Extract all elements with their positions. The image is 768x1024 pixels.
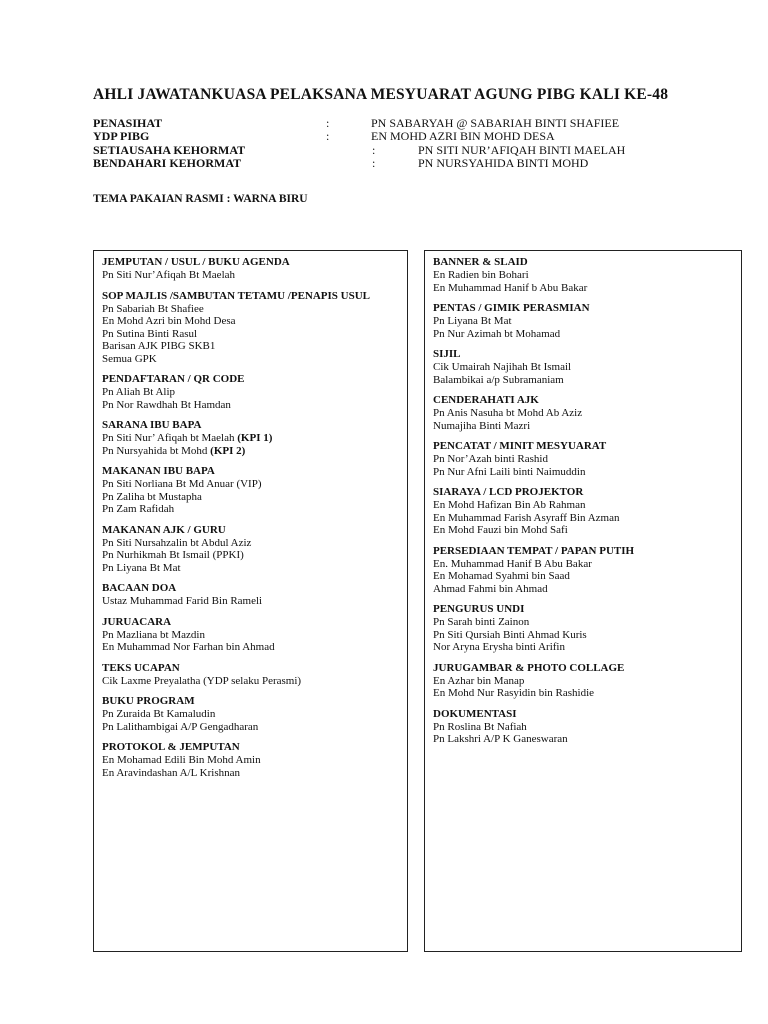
section-title: SIARAYA / LCD PROJEKTOR <box>433 486 584 498</box>
member-row <box>102 491 401 504</box>
committee-section <box>102 662 401 688</box>
member-name: Pn Nursyahida bt Mohd <box>102 444 211 457</box>
section-title: MAKANAN IBU BAPA <box>102 465 215 477</box>
member-name: Balambikai a/p Subramaniam <box>433 373 564 386</box>
member-name: Pn Nur Azimah bt Mohamad <box>433 327 561 340</box>
member-name: Pn Lalithambigai A/P Gengadharan <box>102 720 259 733</box>
member-row <box>433 361 735 374</box>
section-title: SARANA IBU BAPA <box>102 419 202 431</box>
committee-section <box>433 440 735 478</box>
officer-role: BENDAHARI KEHORMAT <box>93 155 242 170</box>
member-row <box>102 767 401 780</box>
member-name: Nor Aryna Erysha binti Arifin <box>433 641 565 653</box>
committee-section <box>102 419 401 457</box>
member-row <box>102 340 401 353</box>
section-title: JEMPUTAN / USUL / BUKU AGENDA <box>102 256 290 268</box>
member-row <box>433 629 735 642</box>
member-name: En Azhar bin Manap <box>433 674 525 687</box>
member-row <box>433 499 735 512</box>
kpi-label: (KPI 1) <box>237 432 273 444</box>
officer-colon: : <box>372 142 376 157</box>
officer-name: PN SITI NUR’AFIQAH BINTI MAELAH <box>418 142 626 157</box>
officer-row <box>0 116 768 129</box>
member-row <box>433 675 735 688</box>
officer-colon: : <box>372 155 376 170</box>
member-row <box>433 641 735 654</box>
member-name: Pn Siti Qursiah Binti Ahmad Kuris <box>433 628 587 641</box>
member-name: En Mohamad Syahmi bin Saad <box>433 570 570 582</box>
section-title: SOP MAJLIS /SAMBUTAN TETAMU /PENAPIS USUL <box>102 289 371 302</box>
member-row <box>433 558 735 571</box>
member-name: Pn Liyana Bt Mat <box>102 561 181 574</box>
section-title: PERSEDIAAN TEMPAT / PAPAN PUTIH <box>433 544 635 557</box>
member-name: En Mohamad Edili Bin Mohd Amin <box>102 754 261 766</box>
member-row <box>102 562 401 575</box>
member-name: En Muhammad Farish Asyraff Bin Azman <box>433 511 620 524</box>
member-row <box>102 708 401 721</box>
section-title: PENCATAT / MINIT MESYUARAT <box>433 440 607 452</box>
member-row <box>433 282 735 295</box>
member-name: Pn Siti Nursahzalin bt Abdul Aziz <box>102 536 252 549</box>
right-committee-box <box>424 250 742 952</box>
member-name: En Muhammad Hanif b Abu Bakar <box>433 281 588 294</box>
member-row <box>433 420 735 433</box>
member-row <box>102 303 401 316</box>
committee-section <box>102 290 401 366</box>
committee-section <box>102 465 401 516</box>
member-name: En Mohd Hafizan Bin Ab Rahman <box>433 499 586 511</box>
committee-section <box>433 348 735 386</box>
member-row <box>102 675 401 688</box>
member-name: En Muhammad Nor Farhan bin Ahmad <box>102 641 275 653</box>
member-name: Pn Sarah binti Zainon <box>433 616 530 628</box>
member-name: Pn Nor Rawdhah Bt Hamdan <box>102 398 231 411</box>
member-row <box>433 315 735 328</box>
member-row <box>102 595 401 608</box>
member-row <box>102 386 401 399</box>
member-row <box>102 315 401 328</box>
officer-role: PENASIHAT <box>93 116 163 130</box>
member-name: Cik Umairah Najihah Bt Ismail <box>433 361 572 373</box>
committee-section <box>433 603 735 654</box>
officer-colon: : <box>326 129 330 144</box>
member-name: Pn Nor’Azah binti Rashid <box>433 453 548 465</box>
committee-section <box>433 662 735 700</box>
member-name: Ahmad Fahmi bin Ahmad <box>433 582 548 595</box>
section-title: JURUGAMBAR & PHOTO COLLAGE <box>433 661 625 674</box>
committee-section <box>102 695 401 733</box>
section-title: MAKANAN AJK / GURU <box>102 523 226 536</box>
member-row <box>433 466 735 479</box>
member-name: Pn Sabariah Bt Shafiee <box>102 302 204 315</box>
member-name: Pn Nur Afni Laili binti Naimuddin <box>433 465 586 478</box>
officer-name: EN MOHD AZRI BIN MOHD DESA <box>371 129 555 144</box>
member-name: Pn Liyana Bt Mat <box>433 315 512 327</box>
member-row <box>433 733 735 746</box>
member-name: En Mohd Azri bin Mohd Desa <box>102 315 236 327</box>
kpi-label: (KPI 2) <box>210 444 246 457</box>
member-row <box>102 754 401 767</box>
member-row <box>102 478 401 491</box>
member-row <box>433 583 735 596</box>
member-row <box>102 445 401 458</box>
member-name: En Mohd Nur Rasyidin bin Rashidie <box>433 687 595 699</box>
member-row <box>433 328 735 341</box>
member-name: Pn Aliah Bt Alip <box>102 386 176 398</box>
member-row <box>433 512 735 525</box>
officer-row <box>0 156 768 169</box>
member-row <box>102 549 401 562</box>
section-title: PENGURUS UNDI <box>433 603 525 615</box>
committee-section <box>433 394 735 432</box>
member-row <box>433 570 735 583</box>
member-row <box>102 269 401 282</box>
member-name: Pn Lakshri A/P K Ganeswaran <box>433 733 568 745</box>
member-row <box>102 721 401 734</box>
member-row <box>102 399 401 412</box>
member-name: Pn Siti Nur’ Afiqah bt Maelah <box>102 432 238 444</box>
member-row <box>102 641 401 654</box>
officer-role: SETIAUSAHA KEHORMAT <box>93 142 246 157</box>
section-title: SIJIL <box>433 348 461 360</box>
officers-list <box>0 116 768 169</box>
section-title: JURUACARA <box>102 615 172 628</box>
section-title: BANNER & SLAID <box>433 256 528 268</box>
member-name: En Mohd Fauzi bin Mohd Safi <box>433 524 568 536</box>
officer-row <box>0 129 768 142</box>
document-title: AHLI JAWATANKUASA PELAKSANA MESYUARAT AGUNG PIBG KALI KE-48 <box>93 86 669 103</box>
section-title: PENDAFTARAN / QR CODE <box>102 373 245 385</box>
member-name: Cik Laxme Preyalatha (YDP selaku Perasmi) <box>102 674 302 687</box>
section-title: TEKS UCAPAN <box>102 661 180 674</box>
committee-section <box>102 524 401 575</box>
member-name: Pn Roslina Bt Nafiah <box>433 720 527 733</box>
officer-role: YDP PIBG <box>93 129 150 144</box>
member-row <box>433 721 735 734</box>
member-row <box>433 269 735 282</box>
member-name: Pn Siti Nur’Afiqah Bt Maelah <box>102 269 236 281</box>
member-row <box>433 687 735 700</box>
member-name: Pn Nurhikmah Bt Ismail (PPKI) <box>102 549 244 561</box>
dress-code-theme: TEMA PAKAIAN RASMI : WARNA BIRU <box>93 193 308 205</box>
committee-section <box>433 486 735 537</box>
section-title: CENDERAHATI AJK <box>433 394 539 406</box>
member-row <box>433 407 735 420</box>
member-row <box>433 453 735 466</box>
committee-section <box>102 582 401 608</box>
officer-name: PN NURSYAHIDA BINTI MOHD <box>418 155 589 170</box>
member-name: Pn Zaliha bt Mustapha <box>102 490 202 503</box>
member-name: Numajiha Binti Mazri <box>433 419 531 432</box>
member-name: Pn Zuraida Bt Kamaludin <box>102 708 216 720</box>
member-row <box>102 537 401 550</box>
member-row <box>102 503 401 516</box>
member-name: Pn Mazliana bt Mazdin <box>102 628 205 641</box>
member-name: Semua GPK <box>102 352 157 365</box>
officer-row <box>0 143 768 156</box>
member-name: Pn Sutina Binti Rasul <box>102 327 198 340</box>
member-name: Pn Anis Nasuha bt Mohd Ab Aziz <box>433 407 583 419</box>
committee-section <box>433 302 735 340</box>
member-row <box>102 432 401 445</box>
member-row <box>433 374 735 387</box>
officer-colon: : <box>326 116 330 130</box>
section-title: BUKU PROGRAM <box>102 695 195 707</box>
member-row <box>102 629 401 642</box>
committee-section <box>102 616 401 654</box>
member-row <box>102 353 401 366</box>
member-row <box>102 328 401 341</box>
member-name: Barisan AJK PIBG SKB1 <box>102 340 216 352</box>
committee-section <box>433 708 735 746</box>
member-name: Ustaz Muhammad Farid Bin Rameli <box>102 595 263 607</box>
committee-section <box>102 373 401 411</box>
committee-section <box>102 741 401 779</box>
section-title: PENTAS / GIMIK PERASMIAN <box>433 302 590 314</box>
committee-section <box>102 256 401 282</box>
officer-name: PN SABARYAH @ SABARIAH BINTI SHAFIEE <box>371 116 620 130</box>
member-row <box>433 524 735 537</box>
section-title: BACAAN DOA <box>102 582 177 594</box>
committee-section <box>433 256 735 294</box>
member-name: En Aravindashan A/L Krishnan <box>102 766 240 779</box>
member-name: Pn Zam Rafidah <box>102 503 175 515</box>
left-committee-box <box>93 250 408 952</box>
member-name: En Radien bin Bohari <box>433 269 529 281</box>
section-title: DOKUMENTASI <box>433 707 517 720</box>
member-row <box>433 616 735 629</box>
section-title: PROTOKOL & JEMPUTAN <box>102 741 240 753</box>
member-name: En. Muhammad Hanif B Abu Bakar <box>433 557 592 570</box>
committee-section <box>433 545 735 596</box>
member-name: Pn Siti Norliana Bt Md Anuar (VIP) <box>102 478 262 490</box>
